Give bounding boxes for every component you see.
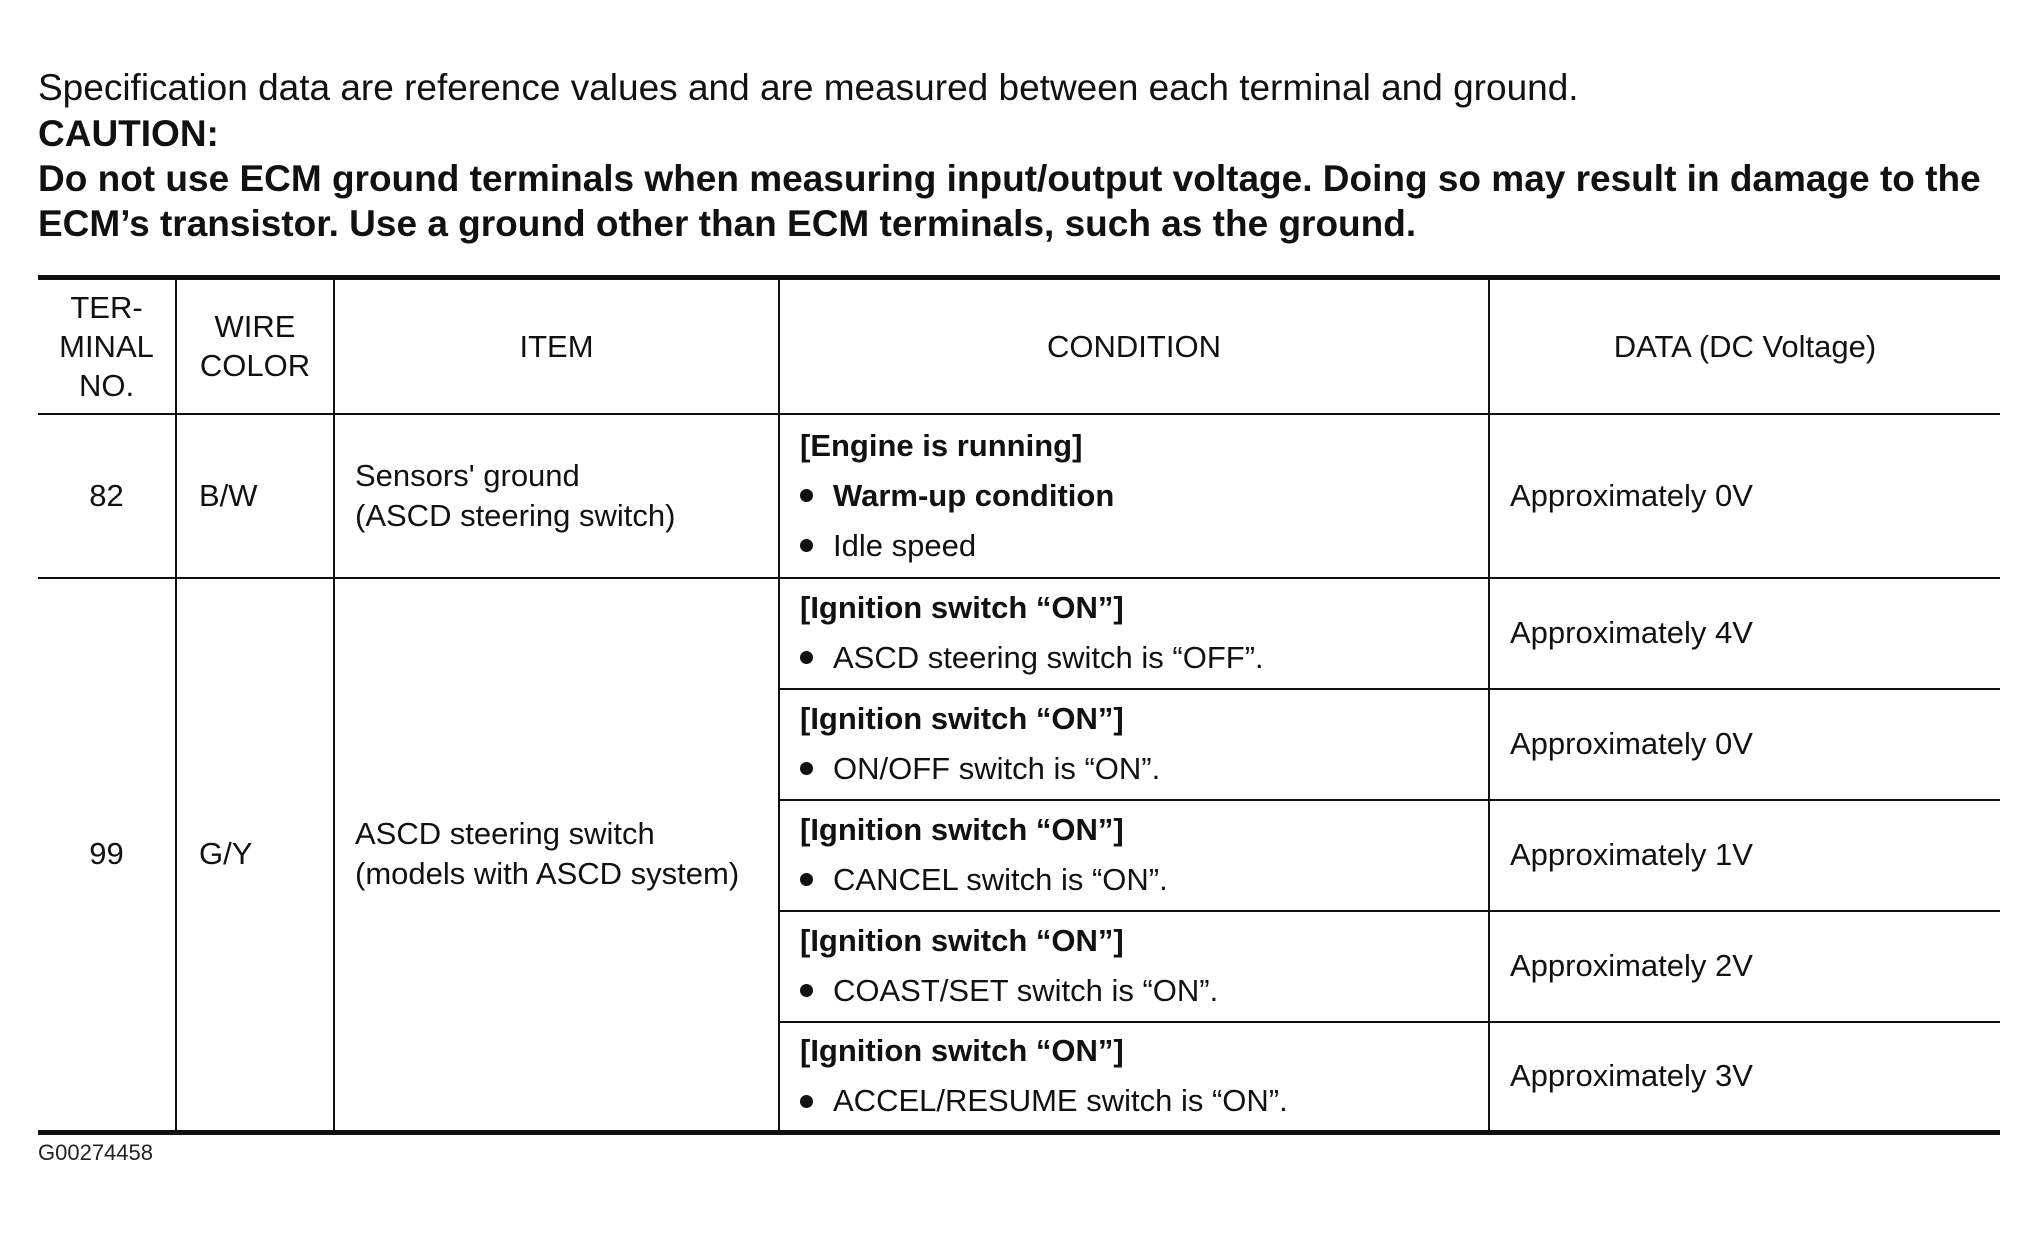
header-terminal-no <box>38 278 176 414</box>
bullet-icon <box>800 1095 813 1108</box>
condition-bullet <box>800 966 1488 1016</box>
condition-cell <box>779 800 1489 911</box>
bullet-icon <box>800 873 813 886</box>
condition-heading: [Ignition switch “ON”] <box>800 812 1124 847</box>
condition-bullet-text: Warm-up condition <box>833 477 1115 513</box>
table-row <box>38 578 2000 689</box>
intro-text: Specification data are reference values and are measured between each terminal and ground. <box>38 67 1579 108</box>
item-line: (models with ASCD system) <box>355 856 740 892</box>
condition-bullet-text: ASCD steering switch is “OFF”. <box>833 640 1264 675</box>
condition-heading: [Ignition switch “ON”] <box>800 923 1124 958</box>
condition-heading: [Engine is running] <box>800 427 1083 463</box>
header-wire-color <box>176 278 334 414</box>
data-value: Approximately 0V <box>1489 689 2000 800</box>
condition-bullet <box>800 633 1488 683</box>
header-wire-line: WIRE <box>214 309 296 345</box>
caution-heading: CAUTION: <box>38 113 219 154</box>
figure-id: G00274458 <box>38 1140 153 1165</box>
bullet-icon <box>800 762 813 775</box>
condition-cell <box>779 911 1489 1022</box>
item-description <box>334 414 779 578</box>
condition-bullet-text: Idle speed <box>833 527 977 563</box>
data-value: Approximately 2V <box>1489 911 2000 1022</box>
condition-heading: [Ignition switch “ON”] <box>800 590 1124 625</box>
condition-bullet-text: COAST/SET switch is “ON”. <box>833 973 1219 1008</box>
terminal-spec-table <box>38 275 2000 1135</box>
wire-color: G/Y <box>176 578 334 1133</box>
terminal-number: 99 <box>38 578 176 1133</box>
condition-bullet <box>800 855 1488 905</box>
data-value: Approximately 4V <box>1489 578 2000 689</box>
condition-cell <box>779 578 1489 689</box>
terminal-number: 82 <box>38 414 176 578</box>
wire-color: B/W <box>176 414 334 578</box>
condition-bullet <box>800 521 1488 571</box>
header-item: ITEM <box>334 278 779 414</box>
condition-cell <box>779 689 1489 800</box>
table-header-row <box>38 278 2000 414</box>
header-data: DATA (DC Voltage) <box>1489 278 2000 414</box>
header-terminal-line: NO. <box>78 367 135 403</box>
document-header <box>38 66 2000 246</box>
caution-text: Do not use ECM ground terminals when measuring input/output voltage. Doing so may result in damage to the ECM’s transistor. Use a ground other than ECM terminals, such as the ground. <box>38 158 1981 244</box>
header-terminal-line: MINAL <box>59 328 154 364</box>
bullet-icon <box>800 539 813 552</box>
data-value: Approximately 3V <box>1489 1022 2000 1133</box>
bullet-icon <box>800 984 813 997</box>
header-terminal-line: TER- <box>70 289 143 325</box>
data-value: Approximately 1V <box>1489 800 2000 911</box>
header-wire-line: COLOR <box>199 348 311 384</box>
condition-cell <box>779 1022 1489 1133</box>
bullet-icon <box>800 651 813 664</box>
condition-cell <box>779 414 1489 578</box>
condition-bullet-text: ON/OFF switch is “ON”. <box>833 751 1161 786</box>
condition-heading: [Ignition switch “ON”] <box>800 1033 1124 1069</box>
condition-bullet-text: ACCEL/RESUME switch is “ON”. <box>833 1083 1288 1119</box>
table-row <box>38 414 2000 578</box>
condition-heading: [Ignition switch “ON”] <box>800 701 1124 736</box>
condition-bullet-text: CANCEL switch is “ON”. <box>833 862 1168 897</box>
data-value: Approximately 0V <box>1489 414 2000 578</box>
condition-bullet <box>800 1076 1488 1126</box>
item-line: ASCD steering switch <box>355 816 655 852</box>
item-line: (ASCD steering switch) <box>355 497 676 533</box>
item-line: Sensors' ground <box>355 457 580 493</box>
item-description <box>334 578 779 1133</box>
header-condition: CONDITION <box>779 278 1489 414</box>
condition-bullet <box>800 471 1488 521</box>
bullet-icon <box>800 489 813 502</box>
condition-bullet <box>800 744 1488 794</box>
